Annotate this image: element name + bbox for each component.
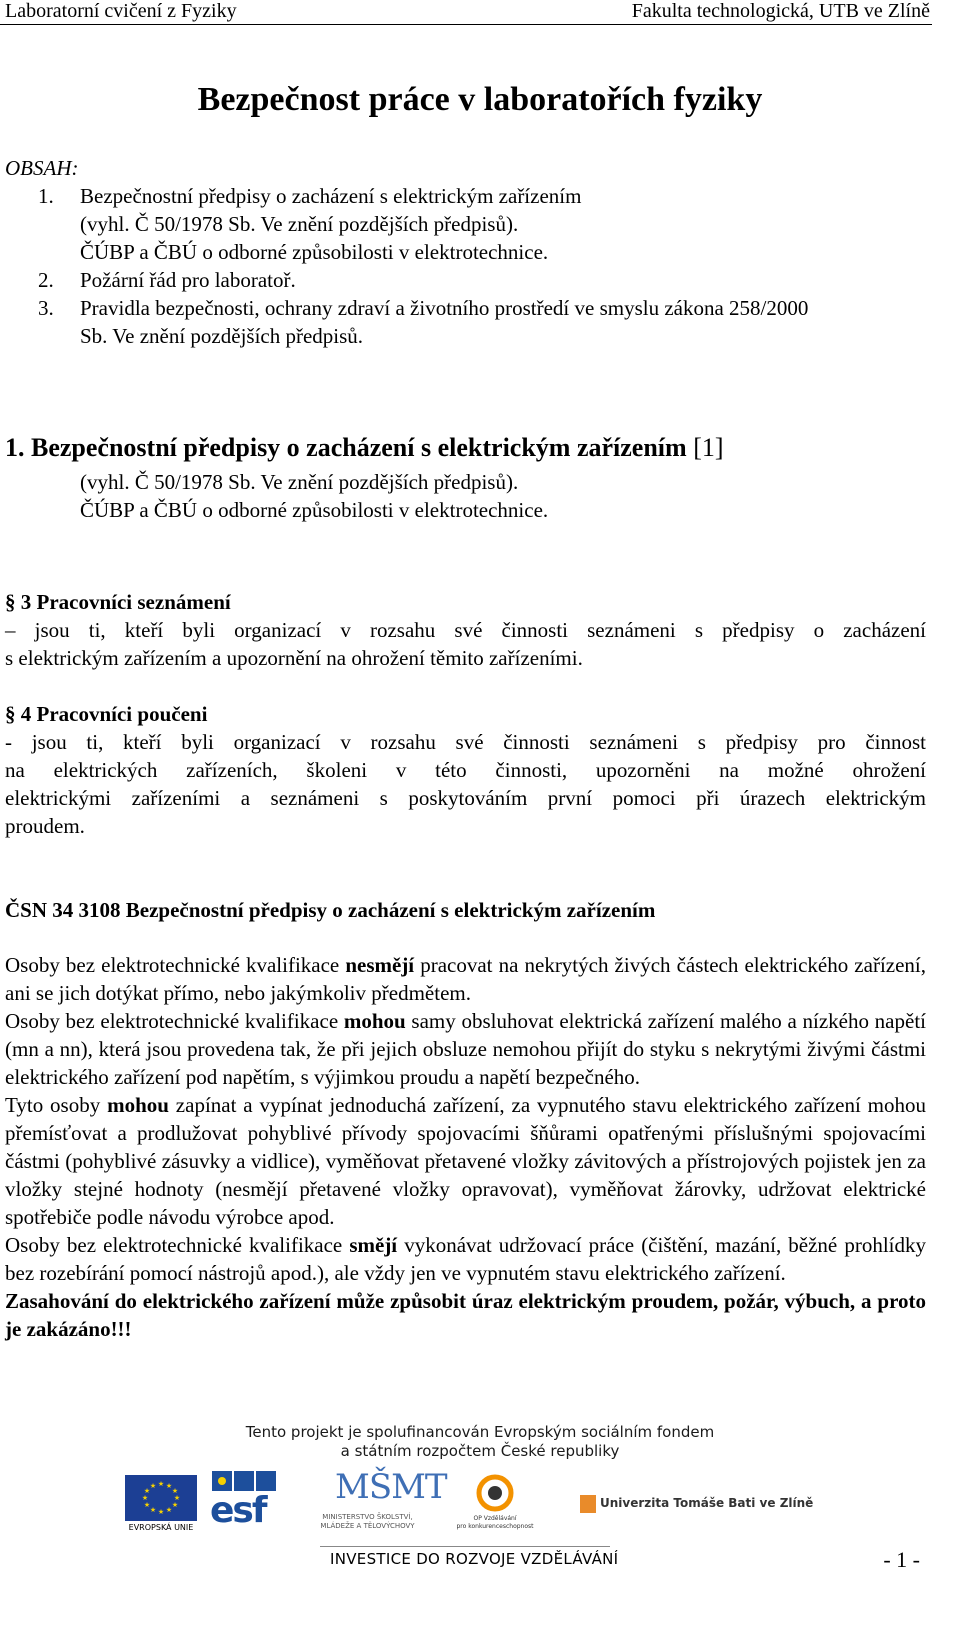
utb-label: Univerzita Tomáše Bati ve Zlíně — [600, 1496, 814, 1510]
utb-logo — [580, 1495, 814, 1519]
warning-text: Zasahování do elektrického zařízení může způsobit úraz elektrickým proudem, požár, výbuch, a proto je zakázáno!!! — [5, 1289, 926, 1341]
toc-item-text: Požární řád pro laboratoř. — [80, 268, 296, 292]
utb-mark-icon — [580, 1495, 596, 1513]
op-mark-icon — [455, 1473, 535, 1515]
toc-item-1-line-3 — [0, 238, 960, 266]
toc-item-1 — [0, 182, 960, 210]
paragraph-body — [5, 728, 926, 840]
text-run: samy obsluhovat elektrická zařízení malého a nízkého napětí (mn a nn), která jsou provedena tak, že při jejich obsluze nemohou přijít do styku s nekrytými živými částmi elektrického zařízení pod napětím, s výjimkou proudu a napětí bezpečného. — [5, 1009, 926, 1089]
emphasis-smeji: smějí — [349, 1233, 398, 1257]
text-run: zapínat a vypínat jednoduchá zařízení, za vypnutého stavu elektrického zařízení mohou přemísťovat a prodlužovat pohyblivé přívody spojovacími šňůrami opatřenými příslušnými spojovacími částmi (pohyblivé zásuvky a vidlice), vyměňovat přetavené vložky závitových a přístrojových pojistek jen za vložky stejné hodnoty (nesmějí přetavené vložky opravovat), vyměňovat žárovky, udržovat elektrické spotřebiče podle návodu výrobce apod. — [5, 1093, 926, 1229]
svg-text:★: ★ — [165, 1506, 173, 1514]
toc-label: OBSAH: — [5, 156, 79, 180]
standard-paragraph-1 — [5, 951, 926, 1007]
standard-heading: ČSN 34 3108 Bezpečnostní předpisy o zacházení s elektrickým zařízením — [5, 898, 656, 922]
paragraph-line: proudem. — [5, 814, 85, 838]
op-label-2: pro konkurenceschopnost — [456, 1523, 534, 1530]
emphasis-nesmeji: nesmějí — [345, 953, 415, 977]
text-run: pracovat na nekrytých živých částech elektrického zařízení, ani se jich dotýkat přímo, nebo jakýmkoliv předmětem. — [5, 953, 927, 1005]
paragraph-line: – jsou ti, kteří byli organizací v rozsahu své činnosti seznámeni s předpisy o zacházení — [5, 618, 926, 642]
svg-text:★: ★ — [171, 1501, 179, 1509]
standard-body — [5, 951, 926, 1343]
standard-paragraph-4 — [5, 1231, 926, 1287]
standard-paragraph-3 — [5, 1091, 926, 1231]
header-left: Laboratorní cvičení z Fyziky — [5, 0, 237, 22]
page-number: - 1 - — [883, 1547, 920, 1572]
footer-rule — [320, 1546, 610, 1547]
funding-line-1: Tento projekt je spolufinancován Evropským sociálním fondem — [245, 1423, 715, 1441]
toc-item-number: 2. — [38, 268, 54, 292]
paragraph-line: s elektrickým zařízením a upozornění na ohrožení těmito zařízeními. — [5, 646, 583, 670]
toc-item-text: Pravidla bezpečnosti, ochrany zdraví a životního prostředí ve smyslu zákona 258/2000 — [80, 296, 809, 320]
op-label-1: OP Vzdělávání — [473, 1515, 517, 1522]
text-run: Tyto osoby — [5, 1093, 108, 1117]
text-run: Osoby bez elektrotechnické kvalifikace — [5, 953, 346, 977]
toc-item-text: (vyhl. Č 50/1978 Sb. Ve znění pozdějších předpisů). — [80, 212, 519, 236]
msmt-sub-1: MINISTERSTVO ŠKOLSTVÍ, — [322, 1513, 413, 1521]
eu-logo — [125, 1475, 197, 1531]
svg-text:★: ★ — [149, 1506, 157, 1514]
toc-item-number: 3. — [38, 296, 54, 320]
svg-text:★: ★ — [157, 1508, 165, 1516]
msmt-label: MŠMT — [335, 1467, 447, 1507]
toc-item-number: 1. — [38, 184, 54, 208]
svg-text:★: ★ — [149, 1482, 157, 1490]
toc-item-1-line-2 — [0, 210, 960, 238]
logo-strip — [0, 1465, 960, 1545]
paragraph-line: elektrickými zařízeními a seznámeni s poskytováním první pomoci při úrazech elektrickým — [5, 786, 926, 810]
invest-slogan: INVESTICE DO ROZVOJE VZDĚLÁVÁNÍ — [330, 1550, 619, 1568]
eu-label: EVROPSKÁ UNIE — [128, 1523, 194, 1532]
section-heading — [5, 432, 724, 464]
toc-item-text: Bezpečnostní předpisy o zacházení s elektrickým zařízením — [80, 184, 582, 208]
toc-item-2 — [0, 266, 960, 294]
text-run: Osoby bez elektrotechnické kvalifikace — [5, 1009, 344, 1033]
text-run: Osoby bez elektrotechnické kvalifikace — [5, 1233, 350, 1257]
paragraph-body — [5, 616, 926, 672]
paragraph-line: na elektrických zařízeních, školeni v této činnosti, upozorněni na možné ohrožení — [5, 758, 926, 782]
msmt-logo — [305, 1467, 447, 1539]
paragraph-heading: § 4 Pracovníci poučeni — [5, 702, 208, 726]
paragraph-line: - jsou ti, kteří byli organizací v rozsahu své činnosti seznámeni s předpisy pro činnost — [5, 730, 926, 754]
svg-text:★: ★ — [165, 1482, 173, 1490]
emphasis-mohou: mohou — [343, 1009, 406, 1033]
paragraph-heading: § 3 Pracovníci seznámení — [5, 590, 231, 614]
section-heading-text: 1. Bezpečnostní předpisy o zacházení s elektrickým zařízením — [5, 433, 687, 462]
toc-item-text: ČÚBP a ČBÚ o odborné způsobilosti v elektrotechnice. — [80, 240, 549, 264]
svg-text:★: ★ — [143, 1487, 151, 1495]
eu-flag-icon — [125, 1475, 197, 1521]
section-subline: ČÚBP a ČBÚ o odborné způsobilosti v elektrotechnice. — [80, 498, 549, 522]
toc-item-3-line-2 — [0, 322, 960, 350]
svg-text:★: ★ — [141, 1494, 149, 1502]
toc-item-3 — [0, 294, 960, 322]
standard-paragraph-2 — [5, 1007, 926, 1091]
emphasis-mohou: mohou — [107, 1093, 169, 1117]
svg-text:★: ★ — [157, 1480, 165, 1488]
section-subline: (vyhl. Č 50/1978 Sb. Ve znění pozdějších předpisů). — [80, 470, 519, 494]
esf-label: esf — [210, 1490, 266, 1531]
header-right: Fakulta technologická, UTB ve Zlíně — [631, 0, 930, 22]
header-rule — [0, 24, 932, 25]
section-reference: [1] — [693, 433, 724, 462]
svg-text:★: ★ — [171, 1487, 179, 1495]
svg-text:★: ★ — [173, 1494, 181, 1502]
msmt-sub-2: MLÁDEŽE A TĚLOVÝCHOVY — [320, 1522, 415, 1530]
esf-logo — [210, 1469, 282, 1533]
funding-line-2: a státním rozpočtem České republiky — [340, 1442, 620, 1460]
page-title: Bezpečnost práce v laboratořích fyziky — [197, 81, 763, 118]
text-run: vykonávat udržovací práce (čištění, mazání, běžné prohlídky bez rozebírání pomocí nástrojů apod.), ale vždy jen ve vypnutém stavu elektrického zařízení. — [5, 1233, 926, 1285]
svg-text:★: ★ — [143, 1501, 151, 1509]
op-logo — [455, 1473, 535, 1537]
toc-item-text: Sb. Ve znění pozdějších předpisů. — [80, 324, 364, 348]
